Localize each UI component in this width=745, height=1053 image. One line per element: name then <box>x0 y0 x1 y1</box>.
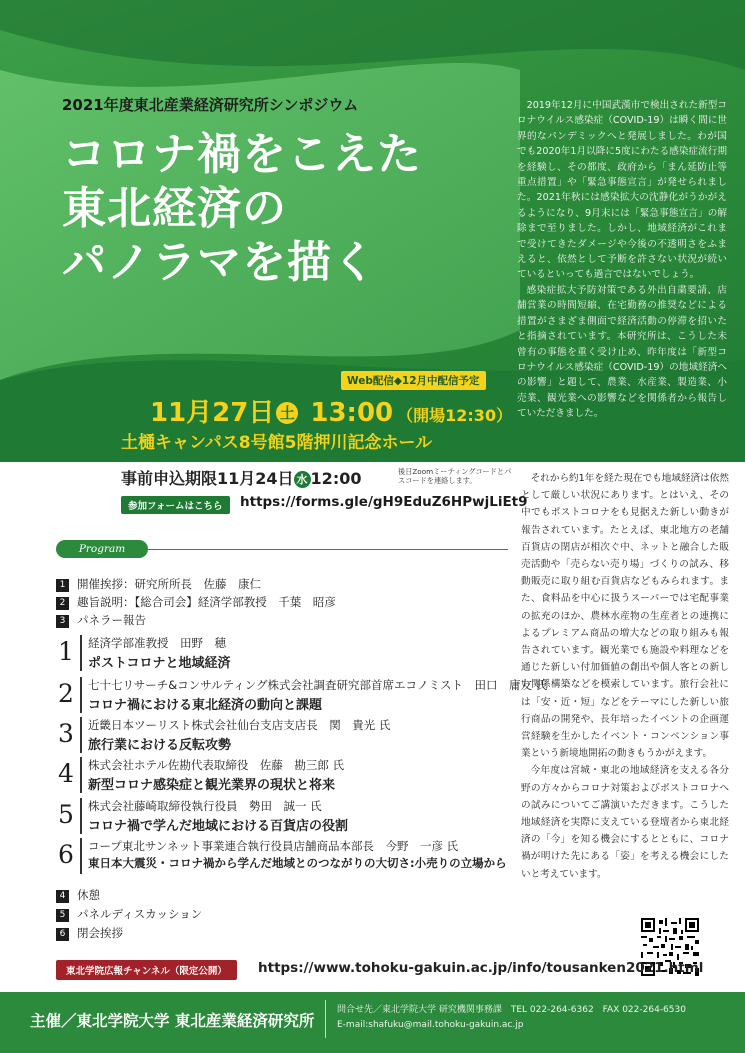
item-number: 4 <box>56 890 69 903</box>
program-divider <box>148 549 508 550</box>
program-item <box>56 612 146 628</box>
item-text: 閉会挨拶 <box>77 926 123 940</box>
item-number: 6 <box>56 928 69 941</box>
contact-phone-fax: 問合せ先／東北学院大学 研究機関事務課 TEL 022-264-6362 FAX 022-264-6530 <box>337 1005 686 1015</box>
item-number: 3 <box>56 615 69 628</box>
organizer-subtitle: 2021年度東北産業経済研究所シンポジウム <box>62 96 359 114</box>
channel-link[interactable]: https://www.tohoku-gakuin.ac.jp/info/tousanken2021.html <box>258 960 704 976</box>
host-organization: 主催／東北学院大学 東北産業経済研究所 <box>30 1012 315 1030</box>
registration-deadline <box>121 466 361 489</box>
panelist-topic: コロナ禍で学んだ地域における百貨店の役割 <box>88 819 349 834</box>
item-text: 休憩 <box>77 888 100 902</box>
body-paragraph: それから約1年を経た現在でも地域経済は依然として厳しい状況にあります。とはいえ、その中でもポストコロナをも見据えた新しい動きが報告されています。たとえば、東北地方の老舗百貨店の閉店が相次ぐ中、ネットと融合した販売活動や「売らない売り場」づくりの試み、移動販売に取り組む百貨店などもみられます。また、食料品を中心に扱うスーパーでは宅配事業の拡充のほか、農林水産物の生産者との連携によるプレミアム商品の増大などの取り組みも報告されています。観光業でも施設や料理などを通じた新しい付加価値の創出や個人客との新しい関係構築などを模索しています。旅行会社には「安・近・短」などをテーマにした新しい旅行商品の開発や、長年培ったイベントの企画運営経験を生かしたイベント・コンベンション事業という新境地開拓の動きもうかがえます。 <box>521 473 729 760</box>
body-paragraph: 今年度は宮城・東北の地域経済を支える各分野の方々からコロナ対策およびポストコロナへの試みについてご講演いただきます。こうした地域経済を実際に支えている登壇者から東北経済の「今」を知る機会にするとともに、コロナ禍が明けた先にある「姿」を考える機会にしたいと考えています。 <box>521 765 729 880</box>
panelist-topic: 旅行業における反転攻勢 <box>88 738 232 753</box>
panelist-bar <box>80 757 82 793</box>
program-label: Program <box>56 540 148 558</box>
panelist-topic: 新型コロナ感染症と観光業界の現状と将来 <box>88 778 336 793</box>
weekday-badge: 土 <box>276 402 298 424</box>
panelist-number: 2 <box>58 679 74 708</box>
panelist-number: 4 <box>58 759 74 788</box>
panelist-speaker: 経済学部准教授 田野 穂 <box>88 636 226 650</box>
open-time: （開場12:30） <box>397 406 513 425</box>
panelist-speaker: 七十七リサーチ&コンサルティング株式会社調査研究部首席エコノミスト 田口 庸友 氏 <box>88 678 548 692</box>
page-title <box>62 128 422 290</box>
event-date: 11月27日 <box>150 398 275 428</box>
event-time: 13:00 <box>310 398 394 428</box>
program-item <box>56 906 202 922</box>
panelist-number: 5 <box>58 800 74 829</box>
channel-label-badge: 東北学院広報チャンネル（限定公開） <box>56 960 237 980</box>
form-label-badge: 参加フォームはこちら <box>121 496 230 514</box>
panelist-topic: コロナ禍における東北経済の動向と課題 <box>88 698 323 713</box>
form-link[interactable]: https://forms.gle/gH9EduZ6HPwjLiEt9 <box>240 494 528 510</box>
item-number: 5 <box>56 909 69 922</box>
intro-text <box>517 98 727 422</box>
zoom-note: 後日Zoomミーティングコードとパスコードを連絡します。 <box>398 467 512 485</box>
title-line: コロナ禍をこえた <box>62 129 422 180</box>
title-line: パノラマを描く <box>62 237 377 288</box>
contact-email[interactable]: E-mail:shafuku@mail.tohoku-gakuin.ac.jp <box>337 1020 524 1030</box>
program-item <box>56 594 336 610</box>
item-text: 趣旨説明：【総合司会】経済学部教授 千葉 昭彦 <box>77 595 336 609</box>
hero-banner <box>0 0 745 462</box>
contact-info <box>337 1003 686 1033</box>
panelist-topic: 東日本大震災・コロナ禍から学んだ地域とのつながりの大切さ:小売りの立場から <box>88 856 507 870</box>
program-item <box>56 925 123 941</box>
web-stream-badge: Web配信◆12月中配信予定 <box>341 371 486 390</box>
body-text <box>521 470 729 883</box>
item-text: パネラー報告 <box>77 613 146 627</box>
program-item <box>56 576 261 592</box>
panelist-bar <box>80 838 82 874</box>
panelist-speaker: 株式会社藤崎取締役執行役員 勢田 誠一 氏 <box>88 799 322 813</box>
panelist-bar <box>80 798 82 834</box>
item-number: 1 <box>56 579 69 592</box>
event-datetime <box>150 392 512 429</box>
panelist-number: 1 <box>58 637 74 666</box>
panelist-number: 6 <box>58 840 74 869</box>
panelist-bar <box>80 635 82 671</box>
event-venue: 土樋キャンパス8号館5階押川記念ホール <box>121 433 433 453</box>
panelist-speaker: 近畿日本ツーリスト株式会社仙台支店支店長 関 貴光 氏 <box>88 718 391 732</box>
deadline-time: 12:00 <box>310 469 362 488</box>
panelist-bar <box>80 677 82 713</box>
deadline-weekday-badge: 水 <box>294 471 311 488</box>
panelist-speaker: 株式会社ホテル佐勘代表取締役 佐藤 勘三郎 氏 <box>88 758 345 772</box>
intro-paragraph: 感染症拡大予防対策である外出自粛要請、店舗営業の時間短縮、在宅勤務の推奨などによる措置がさまざま側面で経済活動の停滞を招いたと指摘されています。本研究所は、こうした未曾有の事態を重く受け止め、昨年度は「新型コロナウイルス感染症（COVID-19）の地域経済への影響」と題して、農業、水産業、製造業、小売業、観光業への影響などを関係者から報告していただきました。 <box>517 284 727 420</box>
panelist-topic: ポストコロナと地域経済 <box>88 656 231 671</box>
footer-divider <box>325 1000 326 1038</box>
intro-paragraph: 2019年12月に中国武漢市で検出された新型コロナウイルス感染症（COVID-19）は瞬く間に世界的なパンデミックへと発展しました。わが国でも2020年1月以降に5度にわたる感染症流行期を経験し、その都度、政府から「まん延防止等重点措置」や「緊急事態宣言」が発せられました。2021年秋には感染拡大の沈静化がうかがえるようになり、9月末には「緊急事態宣言」の解除まで至りました。しかし、地域経済がこれまで受けてきたダメージや今後の不透明さをふまえると、依然として予断を許さない状況が続いているといっても過言ではないでしょう。 <box>517 100 727 281</box>
item-text: パネルディスカッション <box>77 907 203 921</box>
panelist-speaker: コープ東北サンネット事業連合執行役員店舗商品本部長 今野 一彦 氏 <box>88 839 459 853</box>
title-line: 東北経済の <box>62 183 287 234</box>
program-item <box>56 887 100 903</box>
panelist-number: 3 <box>58 719 74 748</box>
item-text: 開催挨拶：研究所所長 佐藤 康仁 <box>77 577 261 591</box>
deadline-date: 事前申込期限11月24日 <box>121 469 294 488</box>
item-number: 2 <box>56 597 69 610</box>
panelist-bar <box>80 717 82 753</box>
